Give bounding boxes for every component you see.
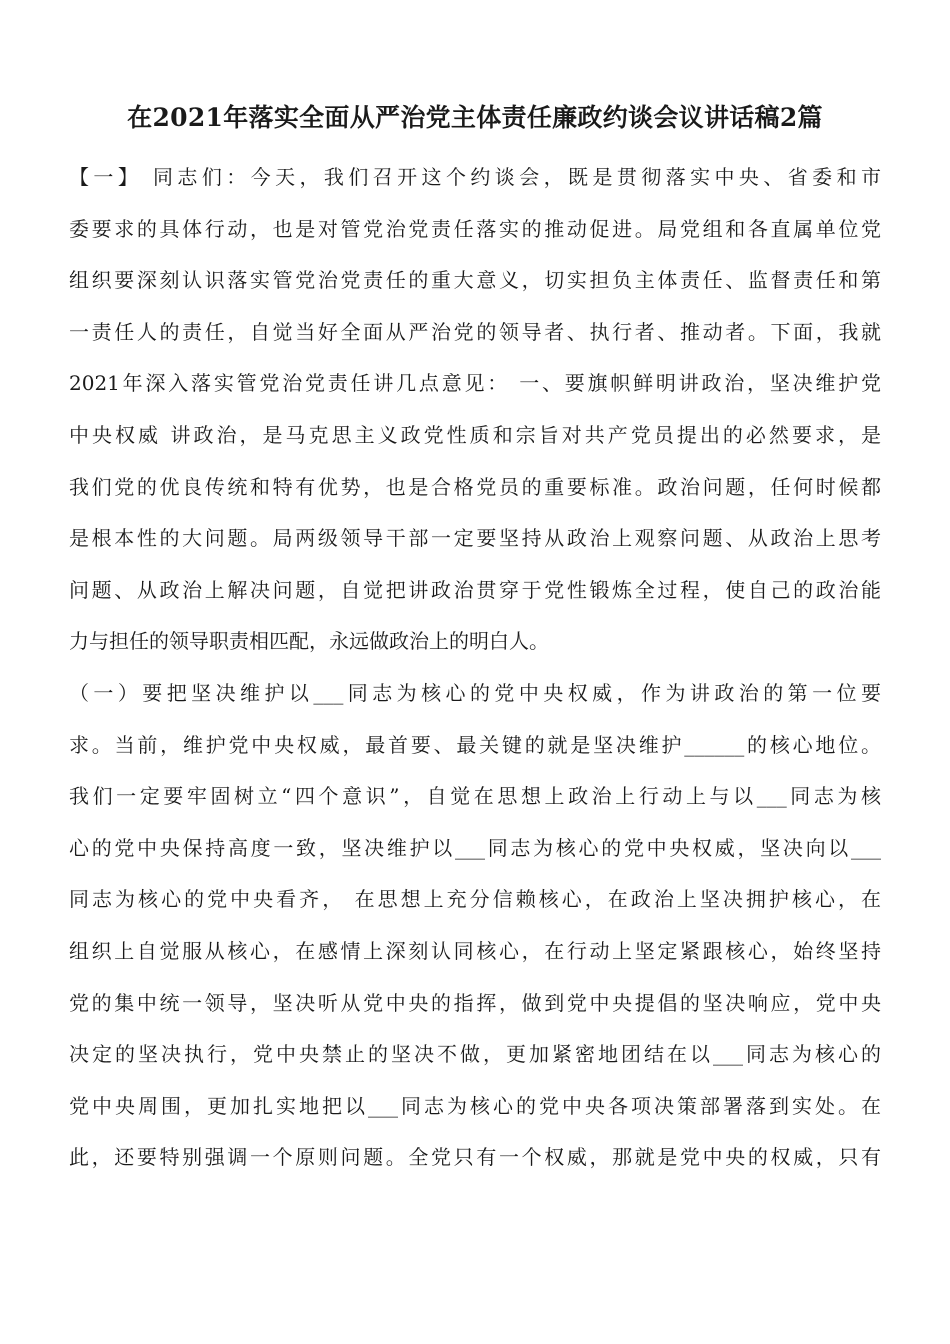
text-line: 是根本性的大问题。局两级领导干部一定要坚持从政治上观察问题、从政治上思考 (69, 526, 881, 551)
text-line: 同志为核心的党中央看齐， 在思想上充分信赖核心，在政治上坚决拥护核心，在 (69, 887, 881, 912)
text-line: 心的党中央保持高度一致，坚决维护以___同志为核心的党中央权威，坚决向以___ (69, 835, 881, 860)
text-line: 委要求的具体行动，也是对管党治党责任落实的推动促进。局党组和各直属单位党 (69, 216, 881, 241)
text-line: 问题、从政治上解决问题，自觉把讲政治贯穿于党性锻炼全过程，使自己的政治能 (69, 577, 881, 602)
text-line: 我们党的优良传统和特有优势，也是合格党员的重要标准。政治问题，任何时候都 (69, 474, 881, 499)
text-line: 求。当前，维护党中央权威，最首要、最关键的就是坚决维护______的核心地位。 (69, 732, 881, 757)
text-line: 力与担任的领导职责相匹配，永远做政治上的明白人。 (69, 629, 549, 654)
text-line: 组织上自觉服从核心，在感情上深刻认同核心，在行动上坚定紧跟核心，始终坚持 (69, 938, 881, 963)
document-title: 在2021年落实全面从严治党主体责任廉政约谈会议讲话稿2篇 (127, 103, 823, 132)
text-line: 组织要深刻认识落实管党治党责任的重大意义，切实担负主体责任、监督责任和第 (69, 268, 881, 293)
text-line: 【一】 同志们：今天，我们召开这个约谈会，既是贯彻落实中央、省委和市 (69, 165, 881, 189)
text-line: 2021年深入落实管党治党责任讲几点意见： 一、要旗帜鲜明讲政治，坚决维护党 (69, 371, 881, 396)
text-line: 决定的坚决执行，党中央禁止的坚决不做，更加紧密地团结在以___同志为核心的 (69, 1042, 881, 1067)
text-line: 中央权威 讲政治，是马克思主义政党性质和宗旨对共产党员提出的必然要求，是 (69, 422, 881, 447)
text-line: （一）要把坚决维护以___同志为核心的党中央权威，作为讲政治的第一位要 (69, 680, 881, 705)
text-line: 此，还要特别强调一个原则问题。全党只有一个权威，那就是党中央的权威，只有 (69, 1145, 881, 1170)
text-line: 我们一定要牢固树立“四个意识”，自觉在思想上政治上行动上与以___同志为核 (69, 784, 881, 809)
text-line: 一责任人的责任，自觉当好全面从严治党的领导者、执行者、推动者。下面，我就 (69, 319, 881, 344)
text-line: 党中央周围，更加扎实地把以___同志为核心的党中央各项决策部署落到实处。在 (69, 1093, 881, 1118)
document-body (69, 152, 881, 1184)
text-line: 党的集中统一领导，坚决听从党中央的指挥，做到党中央提倡的坚决响应，党中央 (69, 990, 881, 1015)
paragraph-1 (69, 152, 881, 668)
paragraph-2 (69, 668, 881, 1184)
